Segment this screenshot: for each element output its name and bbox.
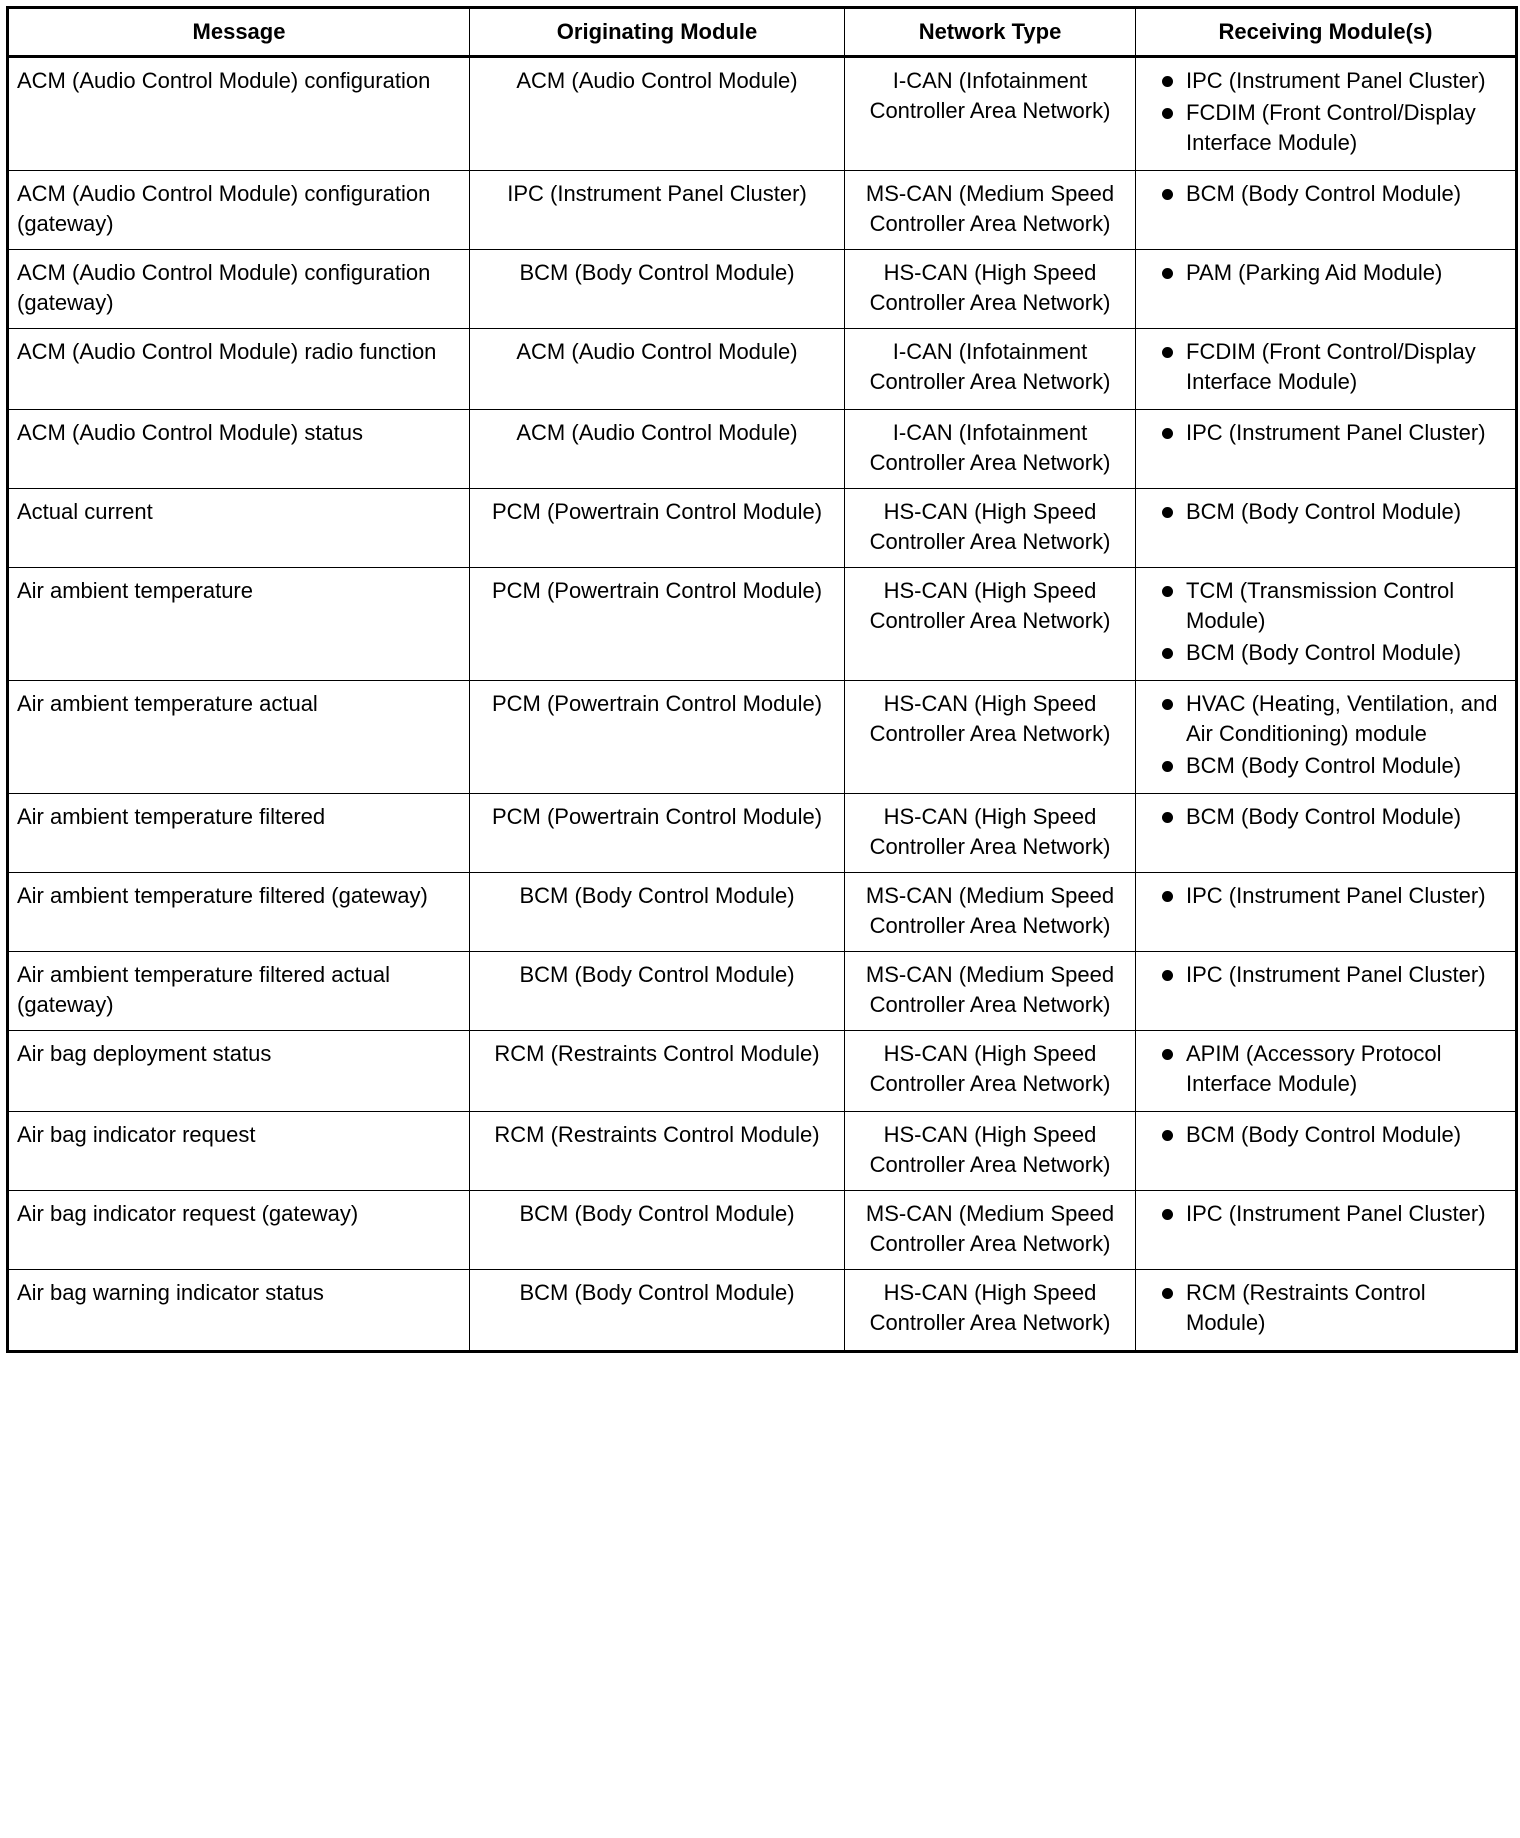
bullet-icon bbox=[1162, 891, 1173, 902]
network-type-cell: HS-CAN (High Speed Controller Area Network) bbox=[845, 1031, 1136, 1112]
receiving-module-label: IPC (Instrument Panel Cluster) bbox=[1186, 962, 1486, 987]
table-row bbox=[8, 410, 1517, 489]
receiving-modules-list bbox=[1144, 418, 1507, 448]
message-cell: Air bag deployment status bbox=[8, 1031, 470, 1112]
bullet-icon bbox=[1162, 648, 1173, 659]
receiving-module-label: IPC (Instrument Panel Cluster) bbox=[1186, 1201, 1486, 1226]
receiving-modules-cell bbox=[1136, 489, 1517, 568]
bullet-icon bbox=[1162, 347, 1173, 358]
originating-module-cell: BCM (Body Control Module) bbox=[470, 1191, 845, 1270]
receiving-module-label: PAM (Parking Aid Module) bbox=[1186, 260, 1443, 285]
bullet-icon bbox=[1162, 1288, 1173, 1299]
receiving-module-label: HVAC (Heating, Ventilation, and Air Conditioning) module bbox=[1186, 691, 1498, 746]
originating-module-cell: RCM (Restraints Control Module) bbox=[470, 1112, 845, 1191]
receiving-module-item bbox=[1144, 1278, 1507, 1338]
receiving-modules-cell bbox=[1136, 1191, 1517, 1270]
message-cell: Actual current bbox=[8, 489, 470, 568]
receiving-modules-cell bbox=[1136, 1031, 1517, 1112]
table-row bbox=[8, 329, 1517, 410]
receiving-modules-cell bbox=[1136, 1112, 1517, 1191]
receiving-modules-list bbox=[1144, 881, 1507, 911]
network-type-cell: HS-CAN (High Speed Controller Area Network) bbox=[845, 794, 1136, 873]
message-cell: ACM (Audio Control Module) status bbox=[8, 410, 470, 489]
message-cell: Air ambient temperature bbox=[8, 568, 470, 681]
bullet-icon bbox=[1162, 1130, 1173, 1141]
receiving-modules-list bbox=[1144, 1278, 1507, 1338]
receiving-module-label: TCM (Transmission Control Module) bbox=[1186, 578, 1455, 633]
network-type-cell: I-CAN (Infotainment Controller Area Network) bbox=[845, 57, 1136, 171]
table-row bbox=[8, 952, 1517, 1031]
table-row bbox=[8, 250, 1517, 329]
receiving-module-label: BCM (Body Control Module) bbox=[1186, 181, 1462, 206]
network-type-cell: I-CAN (Infotainment Controller Area Network) bbox=[845, 410, 1136, 489]
network-type-cell: HS-CAN (High Speed Controller Area Network) bbox=[845, 568, 1136, 681]
network-type-cell: HS-CAN (High Speed Controller Area Network) bbox=[845, 1270, 1136, 1352]
bullet-icon bbox=[1162, 189, 1173, 200]
receiving-module-item bbox=[1144, 98, 1507, 158]
message-cell: Air ambient temperature filtered bbox=[8, 794, 470, 873]
message-cell: Air bag warning indicator status bbox=[8, 1270, 470, 1352]
table-row bbox=[8, 171, 1517, 250]
table-row bbox=[8, 1270, 1517, 1352]
bullet-icon bbox=[1162, 761, 1173, 772]
table-row bbox=[8, 794, 1517, 873]
bullet-icon bbox=[1162, 699, 1173, 710]
receiving-modules-cell bbox=[1136, 57, 1517, 171]
header-receiving-modules: Receiving Module(s) bbox=[1136, 8, 1517, 57]
originating-module-cell: RCM (Restraints Control Module) bbox=[470, 1031, 845, 1112]
message-cell: Air ambient temperature actual bbox=[8, 681, 470, 794]
table-row bbox=[8, 57, 1517, 171]
receiving-module-item bbox=[1144, 66, 1507, 96]
receiving-module-label: BCM (Body Control Module) bbox=[1186, 804, 1462, 829]
receiving-module-label: BCM (Body Control Module) bbox=[1186, 753, 1462, 778]
receiving-module-label: IPC (Instrument Panel Cluster) bbox=[1186, 883, 1486, 908]
receiving-module-label: BCM (Body Control Module) bbox=[1186, 499, 1462, 524]
receiving-module-label: APIM (Accessory Protocol Interface Module) bbox=[1186, 1041, 1442, 1096]
receiving-module-label: FCDIM (Front Control/Display Interface Module) bbox=[1186, 100, 1476, 155]
network-type-cell: HS-CAN (High Speed Controller Area Network) bbox=[845, 1112, 1136, 1191]
network-type-cell: MS-CAN (Medium Speed Controller Area Network) bbox=[845, 171, 1136, 250]
bullet-icon bbox=[1162, 108, 1173, 119]
receiving-modules-list bbox=[1144, 1120, 1507, 1150]
receiving-module-item bbox=[1144, 1199, 1507, 1229]
receiving-module-label: RCM (Restraints Control Module) bbox=[1186, 1280, 1426, 1335]
bullet-icon bbox=[1162, 428, 1173, 439]
receiving-module-label: BCM (Body Control Module) bbox=[1186, 640, 1462, 665]
bullet-icon bbox=[1162, 1049, 1173, 1060]
message-cell: Air bag indicator request (gateway) bbox=[8, 1191, 470, 1270]
network-type-cell: HS-CAN (High Speed Controller Area Network) bbox=[845, 681, 1136, 794]
bullet-icon bbox=[1162, 1209, 1173, 1220]
table-row bbox=[8, 681, 1517, 794]
receiving-modules-list bbox=[1144, 337, 1507, 397]
message-cell: ACM (Audio Control Module) configuration bbox=[8, 57, 470, 171]
receiving-module-item bbox=[1144, 337, 1507, 397]
network-type-cell: I-CAN (Infotainment Controller Area Network) bbox=[845, 329, 1136, 410]
network-type-cell: MS-CAN (Medium Speed Controller Area Network) bbox=[845, 952, 1136, 1031]
receiving-modules-cell bbox=[1136, 1270, 1517, 1352]
originating-module-cell: PCM (Powertrain Control Module) bbox=[470, 568, 845, 681]
receiving-module-label: IPC (Instrument Panel Cluster) bbox=[1186, 420, 1486, 445]
originating-module-cell: BCM (Body Control Module) bbox=[470, 1270, 845, 1352]
receiving-module-item bbox=[1144, 751, 1507, 781]
network-type-cell: MS-CAN (Medium Speed Controller Area Network) bbox=[845, 1191, 1136, 1270]
receiving-module-item bbox=[1144, 497, 1507, 527]
originating-module-cell: BCM (Body Control Module) bbox=[470, 873, 845, 952]
message-cell: Air ambient temperature filtered (gateway) bbox=[8, 873, 470, 952]
receiving-modules-list bbox=[1144, 179, 1507, 209]
receiving-modules-list bbox=[1144, 960, 1507, 990]
originating-module-cell: ACM (Audio Control Module) bbox=[470, 57, 845, 171]
receiving-module-item bbox=[1144, 881, 1507, 911]
message-cell: ACM (Audio Control Module) configuration (gateway) bbox=[8, 250, 470, 329]
receiving-modules-list bbox=[1144, 689, 1507, 781]
bullet-icon bbox=[1162, 586, 1173, 597]
bullet-icon bbox=[1162, 507, 1173, 518]
network-type-cell: HS-CAN (High Speed Controller Area Network) bbox=[845, 250, 1136, 329]
receiving-module-label: FCDIM (Front Control/Display Interface Module) bbox=[1186, 339, 1476, 394]
table-row bbox=[8, 1112, 1517, 1191]
message-cell: ACM (Audio Control Module) configuration (gateway) bbox=[8, 171, 470, 250]
receiving-modules-list bbox=[1144, 1039, 1507, 1099]
receiving-module-label: IPC (Instrument Panel Cluster) bbox=[1186, 68, 1486, 93]
originating-module-cell: BCM (Body Control Module) bbox=[470, 952, 845, 1031]
receiving-modules-cell bbox=[1136, 873, 1517, 952]
message-cell: Air ambient temperature filtered actual (gateway) bbox=[8, 952, 470, 1031]
receiving-module-item bbox=[1144, 802, 1507, 832]
network-type-cell: HS-CAN (High Speed Controller Area Network) bbox=[845, 489, 1136, 568]
header-originating-module: Originating Module bbox=[470, 8, 845, 57]
receiving-modules-list bbox=[1144, 258, 1507, 288]
table-row bbox=[8, 1031, 1517, 1112]
table-row bbox=[8, 568, 1517, 681]
receiving-modules-cell bbox=[1136, 952, 1517, 1031]
receiving-modules-cell bbox=[1136, 410, 1517, 489]
receiving-modules-list bbox=[1144, 66, 1507, 158]
table-row bbox=[8, 489, 1517, 568]
receiving-module-item bbox=[1144, 179, 1507, 209]
originating-module-cell: PCM (Powertrain Control Module) bbox=[470, 681, 845, 794]
receiving-modules-cell bbox=[1136, 171, 1517, 250]
receiving-modules-cell bbox=[1136, 681, 1517, 794]
receiving-module-item bbox=[1144, 689, 1507, 749]
bullet-icon bbox=[1162, 76, 1173, 87]
message-cell: Air bag indicator request bbox=[8, 1112, 470, 1191]
header-row bbox=[8, 8, 1517, 57]
receiving-module-item bbox=[1144, 960, 1507, 990]
receiving-modules-cell bbox=[1136, 329, 1517, 410]
table-row bbox=[8, 1191, 1517, 1270]
receiving-module-item bbox=[1144, 418, 1507, 448]
receiving-modules-list bbox=[1144, 1199, 1507, 1229]
header-network-type: Network Type bbox=[845, 8, 1136, 57]
receiving-module-item bbox=[1144, 1120, 1507, 1150]
header-message: Message bbox=[8, 8, 470, 57]
receiving-module-item bbox=[1144, 1039, 1507, 1099]
network-message-table bbox=[6, 6, 1518, 1353]
originating-module-cell: ACM (Audio Control Module) bbox=[470, 410, 845, 489]
receiving-modules-list bbox=[1144, 802, 1507, 832]
receiving-module-label: BCM (Body Control Module) bbox=[1186, 1122, 1462, 1147]
receiving-modules-cell bbox=[1136, 568, 1517, 681]
receiving-modules-list bbox=[1144, 576, 1507, 668]
table-row bbox=[8, 873, 1517, 952]
originating-module-cell: PCM (Powertrain Control Module) bbox=[470, 794, 845, 873]
originating-module-cell: ACM (Audio Control Module) bbox=[470, 329, 845, 410]
message-cell: ACM (Audio Control Module) radio function bbox=[8, 329, 470, 410]
bullet-icon bbox=[1162, 812, 1173, 823]
receiving-modules-cell bbox=[1136, 794, 1517, 873]
receiving-modules-list bbox=[1144, 497, 1507, 527]
bullet-icon bbox=[1162, 970, 1173, 981]
receiving-modules-cell bbox=[1136, 250, 1517, 329]
network-type-cell: MS-CAN (Medium Speed Controller Area Network) bbox=[845, 873, 1136, 952]
originating-module-cell: IPC (Instrument Panel Cluster) bbox=[470, 171, 845, 250]
receiving-module-item bbox=[1144, 258, 1507, 288]
receiving-module-item bbox=[1144, 576, 1507, 636]
originating-module-cell: PCM (Powertrain Control Module) bbox=[470, 489, 845, 568]
originating-module-cell: BCM (Body Control Module) bbox=[470, 250, 845, 329]
receiving-module-item bbox=[1144, 638, 1507, 668]
bullet-icon bbox=[1162, 268, 1173, 279]
